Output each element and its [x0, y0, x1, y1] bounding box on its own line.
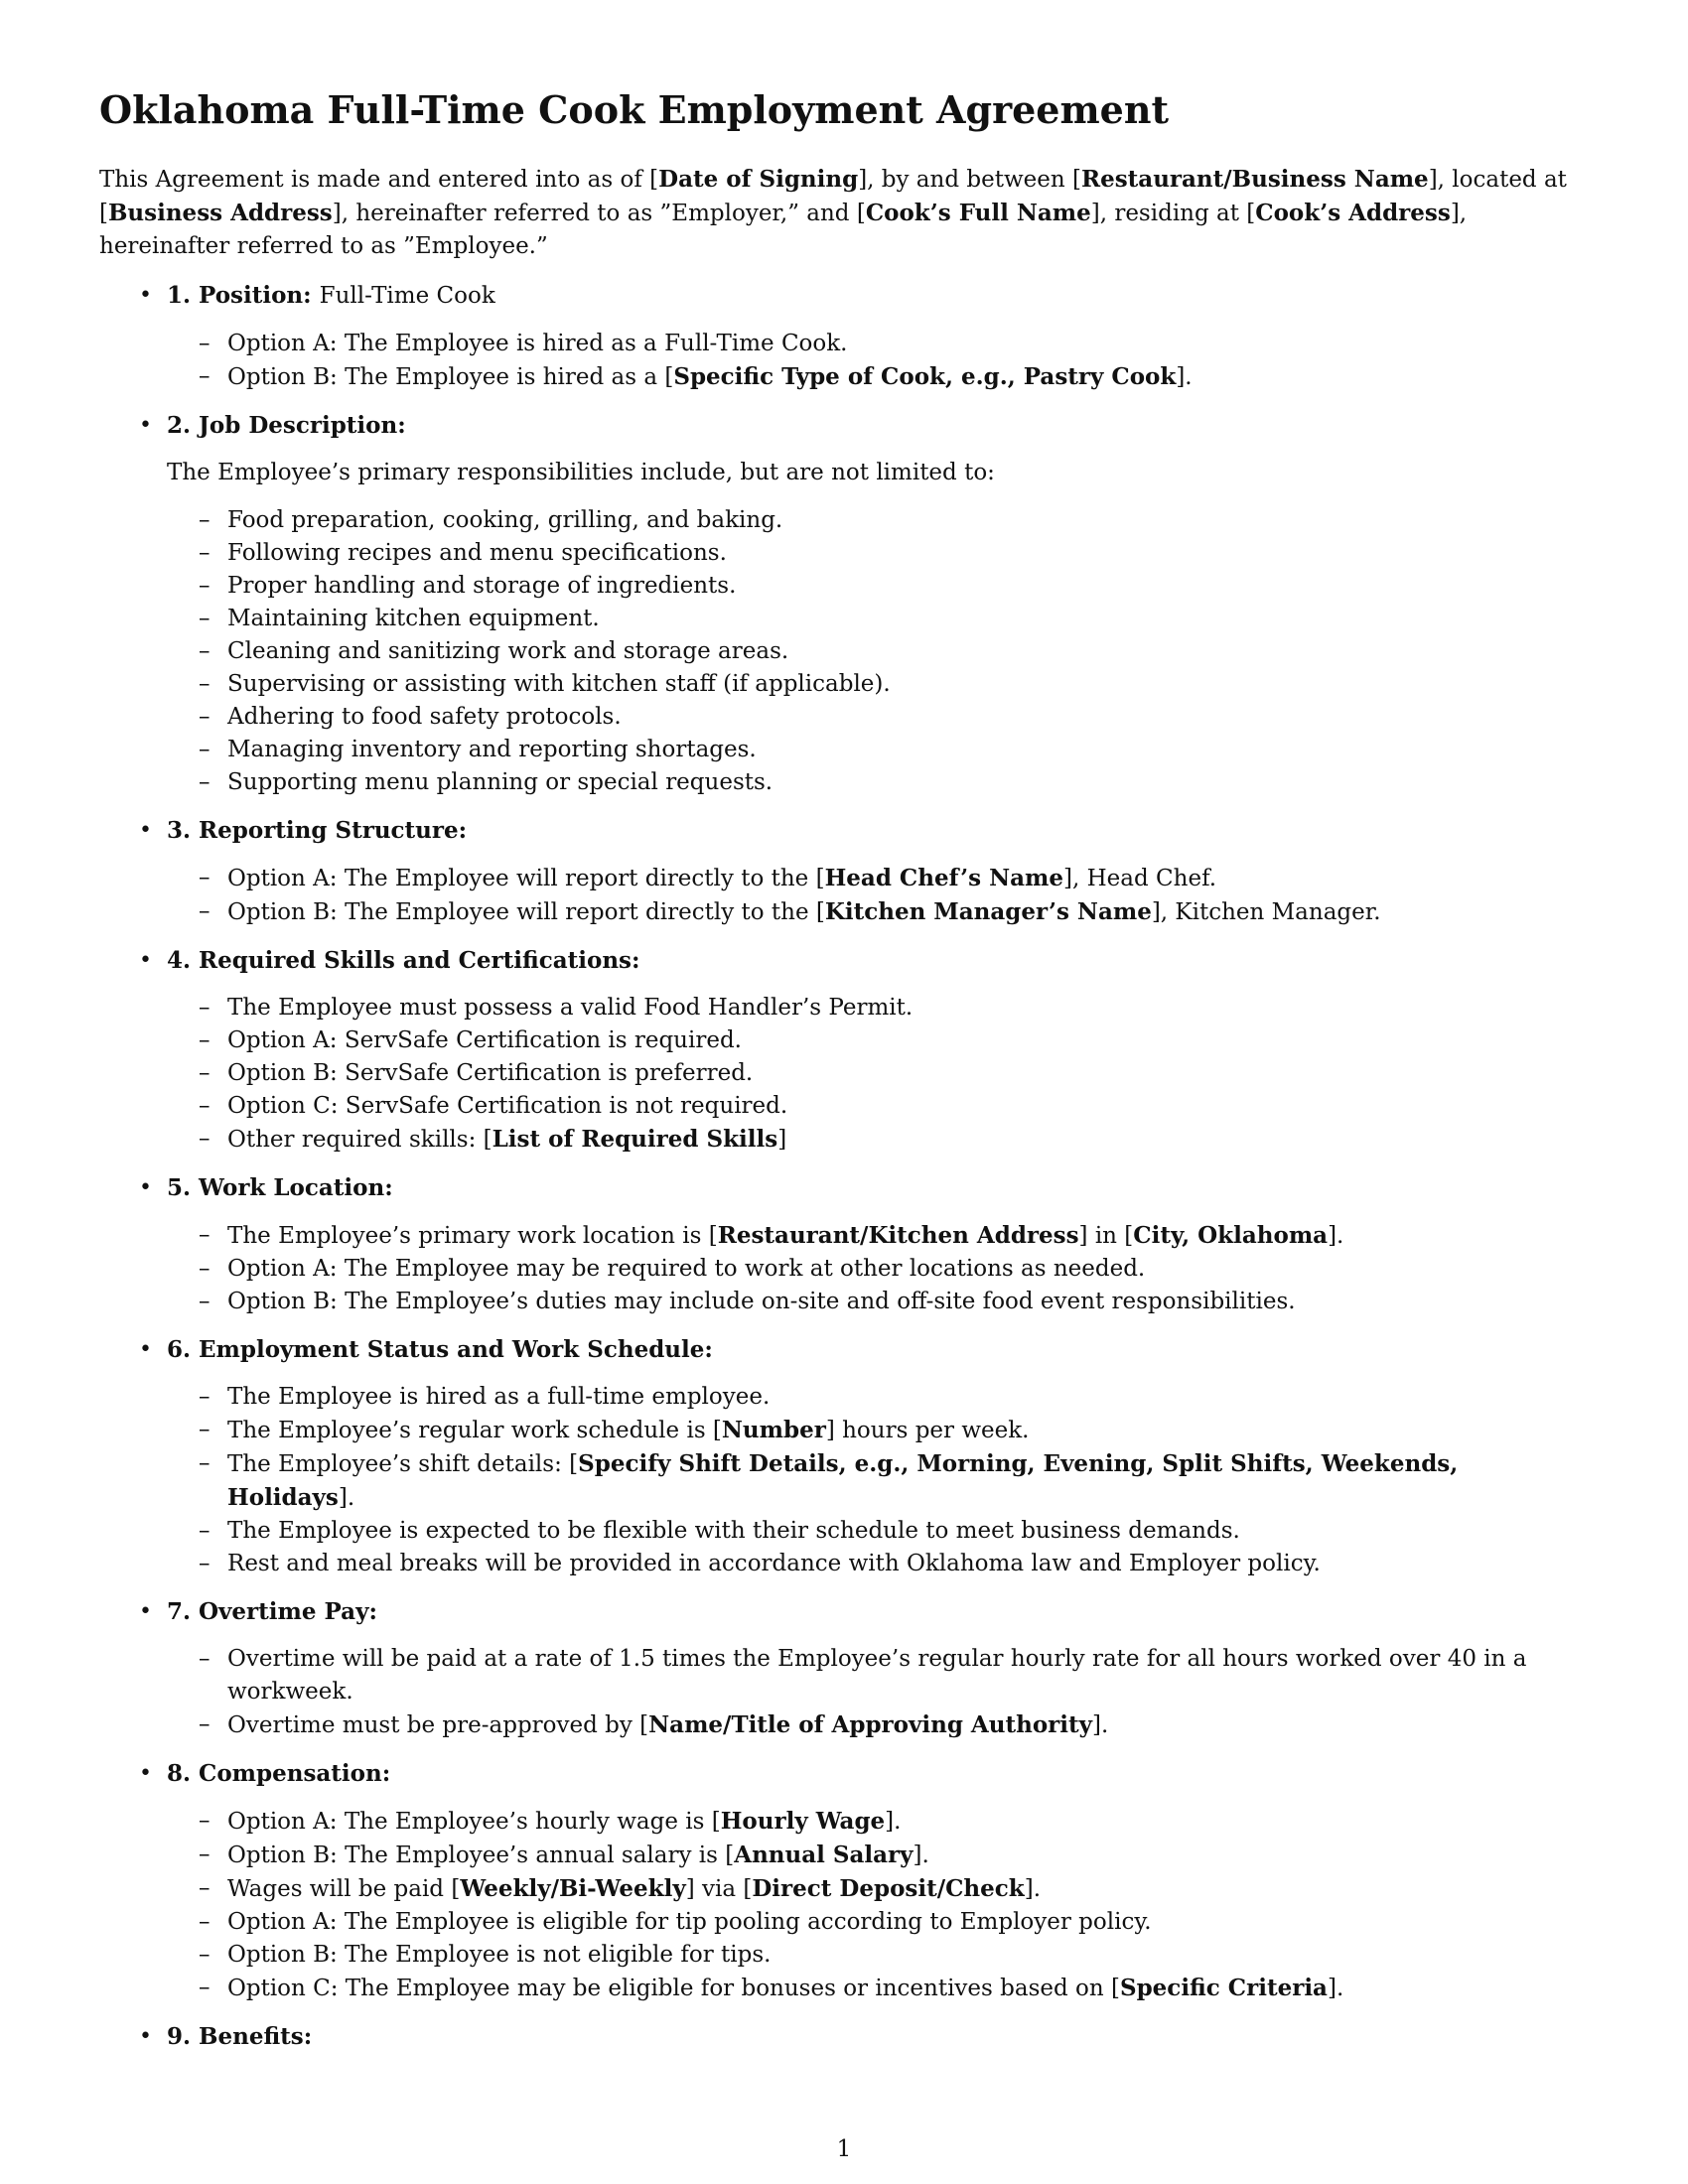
section-required-skills: [99, 944, 1589, 1157]
page-number: 1: [836, 2136, 852, 2162]
intro-paragraph: This Agreement is made and entered into as of [Date of Signing], by and between [Restaurant/Business Name], located at [Business Address], hereinafter referred to as ”Employer,” and [Cook’s Full Name], residing at [Cook’s Address], hereinafter referred to as ”Employee.”: [99, 166, 1567, 259]
item-list: [167, 1643, 1589, 1742]
list-item: – Option B: The Employee is hired as a [Specific Type of Cook, e.g., Pastry Cook].: [167, 360, 1589, 394]
list-item: – Option B: The Employee is not eligible for tips.: [167, 1939, 1589, 1972]
list-item: – Option C: The Employee may be eligible for bonuses or incentives based on [Specific Criteria].: [167, 1972, 1589, 2005]
list-item: – Option B: The Employee’s duties may include on-site and off-site food event responsibilities.: [167, 1286, 1589, 1318]
section-position: [99, 279, 1589, 394]
list-item: – Option A: The Employee is hired as a Full-Time Cook.: [167, 328, 1589, 360]
placeholder: Number: [721, 1417, 826, 1443]
placeholder: Head Chef’s Name: [824, 865, 1064, 891]
item-list: [167, 504, 1589, 799]
list-item: – Supervising or assisting with kitchen staff (if applicable).: [167, 668, 1589, 701]
section-title: • 8. Compensation:: [167, 1760, 391, 1787]
list-item: – Managing inventory and reporting shortages.: [167, 734, 1589, 766]
placeholder: City, Oklahoma: [1133, 1222, 1329, 1249]
list-item: – The Employee is expected to be flexible with their schedule to meet business demands.: [167, 1515, 1589, 1548]
section-title: • 2. Job Description:: [167, 412, 406, 439]
cook-name-placeholder: Cook’s Full Name: [865, 200, 1091, 226]
list-item: – Overtime will be paid at a rate of 1.5 times the Employee’s regular hourly rate for all hours worked over 40 in a workweek.: [167, 1643, 1589, 1708]
list-item: – Other required skills: [List of Required Skills]: [167, 1123, 1589, 1157]
position-value: Full-Time Cook: [319, 283, 495, 309]
item-list: [167, 1219, 1589, 1318]
section-title: • 9. Benefits:: [167, 2023, 313, 2050]
list-item: – Option B: ServSafe Certification is preferred.: [167, 1057, 1589, 1090]
list-item: – Option A: The Employee will report directly to the [Head Chef’s Name], Head Chef.: [167, 862, 1589, 895]
list-item: – Option B: The Employee will report directly to the [Kitchen Manager’s Name], Kitchen Manager.: [167, 895, 1589, 929]
placeholder: Specific Type of Cook, e.g., Pastry Cook: [673, 363, 1177, 390]
placeholder: Name/Title of Approving Authority: [648, 1711, 1093, 1738]
list-item: – The Employee’s primary work location is [Restaurant/Kitchen Address] in [City, Oklahoma].: [167, 1219, 1589, 1253]
section-work-location: [99, 1171, 1589, 1318]
list-item: – Option A: ServSafe Certification is required.: [167, 1024, 1589, 1057]
placeholder: List of Required Skills: [492, 1126, 778, 1153]
section-title: • 3. Reporting Structure:: [167, 817, 468, 844]
list-item: – Overtime must be pre-approved by [Name/Title of Approving Authority].: [167, 1708, 1589, 1742]
section-title: • 7. Overtime Pay:: [167, 1598, 377, 1625]
list-item: – Proper handling and storage of ingredients.: [167, 570, 1589, 603]
cook-address-placeholder: Cook’s Address: [1255, 200, 1451, 226]
list-item: – Rest and meal breaks will be provided in accordance with Oklahoma law and Employer policy.: [167, 1548, 1589, 1580]
list-item: – Maintaining kitchen equipment.: [167, 603, 1589, 635]
placeholder: Direct Deposit/Check: [752, 1875, 1025, 1902]
item-list: [167, 1381, 1589, 1580]
list-item: – The Employee’s shift details: [Specify Shift Details, e.g., Morning, Evening, Split Shifts, Weekends, Holidays].: [167, 1447, 1589, 1515]
list-item: – Cleaning and sanitizing work and storage areas.: [167, 635, 1589, 668]
item-list: [167, 328, 1589, 394]
section-overtime-pay: [99, 1595, 1589, 1742]
section-list: [99, 279, 1589, 2053]
section-job-description: [99, 409, 1589, 799]
item-list: [167, 1805, 1589, 2005]
section-employment-status: [99, 1333, 1589, 1580]
document-page: [99, 87, 1589, 2068]
list-item: – The Employee is hired as a full-time employee.: [167, 1381, 1589, 1414]
list-item: – Wages will be paid [Weekly/Bi-Weekly] via [Direct Deposit/Check].: [167, 1872, 1589, 1906]
list-item: – Food preparation, cooking, grilling, and baking.: [167, 504, 1589, 537]
placeholder: Specify Shift Details, e.g., Morning, Evening, Split Shifts, Weekends, Holidays: [227, 1450, 1459, 1511]
document-title: Oklahoma Full-Time Cook Employment Agreement: [99, 87, 1170, 132]
placeholder: Annual Salary: [734, 1842, 914, 1868]
list-item: – Option A: The Employee may be required to work at other locations as needed.: [167, 1253, 1589, 1286]
business-address-placeholder: Business Address: [107, 200, 333, 226]
item-list: [167, 862, 1589, 929]
list-item: – The Employee’s regular work schedule is [Number] hours per week.: [167, 1414, 1589, 1447]
list-item: – Option A: The Employee is eligible for tip pooling according to Employer policy.: [167, 1906, 1589, 1939]
placeholder: Specific Criteria: [1119, 1975, 1328, 2001]
list-item: – The Employee must possess a valid Food Handler’s Permit.: [167, 992, 1589, 1024]
business-name-placeholder: Restaurant/Business Name: [1080, 166, 1429, 193]
placeholder: Hourly Wage: [720, 1808, 886, 1835]
section-title: • 4. Required Skills and Certifications:: [167, 947, 640, 974]
list-item: – Option B: The Employee’s annual salary is [Annual Salary].: [167, 1839, 1589, 1872]
list-item: – Adhering to food safety protocols.: [167, 701, 1589, 734]
section-benefits: [99, 2020, 1589, 2053]
section-title: • 1. Position: Full-Time Cook: [167, 282, 495, 309]
section-title: • 6. Employment Status and Work Schedule:: [167, 1336, 713, 1363]
list-item: – Following recipes and menu specifications.: [167, 537, 1589, 570]
item-list: [167, 992, 1589, 1157]
list-item: – Option C: ServSafe Certification is not required.: [167, 1090, 1589, 1123]
section-title: • 5. Work Location:: [167, 1174, 393, 1201]
section-paragraph: The Employee’s primary responsibilities include, but are not limited to:: [167, 460, 995, 485]
list-item: – Option A: The Employee’s hourly wage is [Hourly Wage].: [167, 1805, 1589, 1839]
placeholder: Kitchen Manager’s Name: [824, 898, 1152, 925]
list-item: – Supporting menu planning or special requests.: [167, 766, 1589, 799]
section-compensation: [99, 1757, 1589, 2005]
section-reporting-structure: [99, 814, 1589, 929]
date-placeholder: Date of Signing: [658, 166, 859, 193]
placeholder: Weekly/Bi-Weekly: [460, 1875, 686, 1902]
placeholder: Restaurant/Kitchen Address: [717, 1222, 1079, 1249]
